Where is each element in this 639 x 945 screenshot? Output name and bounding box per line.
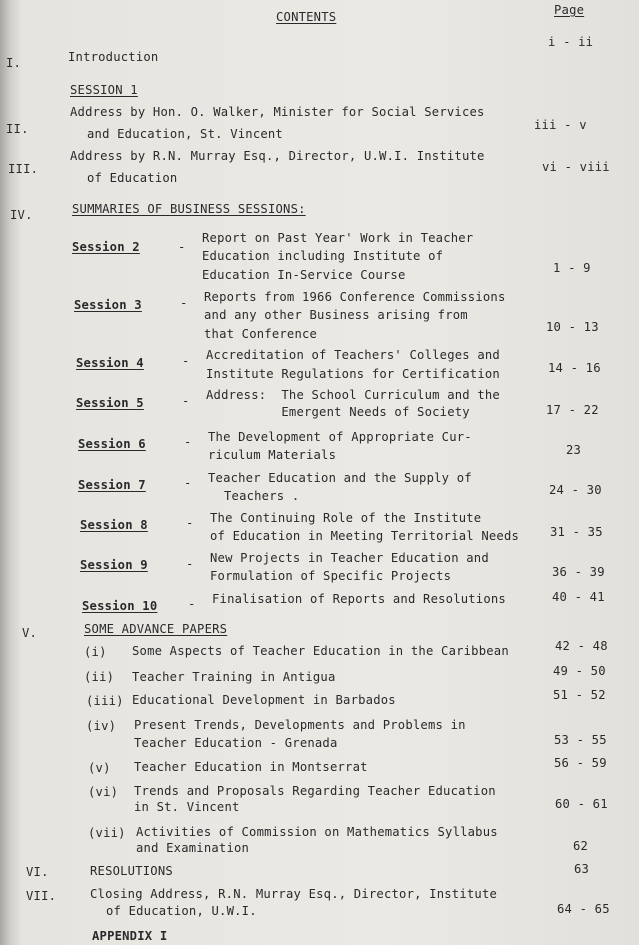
section-number: III. (8, 162, 39, 176)
paper-line: Some Aspects of Teacher Education in the Caribbean (132, 644, 509, 658)
resolutions-pages: 63 (574, 862, 590, 876)
session-name: Session 3 (74, 298, 142, 312)
contents-title: CONTENTS (276, 10, 337, 24)
session-line: Address: The School Curriculum and the (206, 388, 500, 402)
session-line: Report on Past Year' Work in Teacher (202, 231, 474, 245)
dash: - (186, 516, 194, 530)
session-line: The Development of Appropriate Cur- (208, 430, 472, 444)
paper-pages: 42 - 48 (555, 639, 608, 653)
paper-pages: 51 - 52 (553, 688, 606, 702)
paper-line: Teacher Education - Grenada (134, 736, 338, 750)
session-name: Session 6 (78, 437, 146, 451)
murray-address-line2: of Education (87, 171, 178, 185)
murray-address-pages: vi - viii (542, 160, 610, 174)
session-line: and any other Business arising from (204, 308, 468, 322)
murray-address-line1: Address by R.N. Murray Esq., Director, U.W.I. Institute (70, 149, 485, 163)
session-pages: 31 - 35 (550, 525, 603, 539)
session-line: Institute Regulations for Certification (206, 367, 500, 381)
session1-heading: SESSION 1 (70, 83, 138, 97)
paper-line: Teacher Education in Montserrat (134, 760, 368, 774)
paper-line: Teacher Training in Antigua (132, 670, 336, 684)
session-line: New Projects in Teacher Education and (210, 551, 489, 565)
session-name: Session 8 (80, 518, 148, 532)
section-number: II. (6, 122, 29, 136)
session-line: Education In-Service Course (202, 268, 406, 282)
summaries-heading: SUMMARIES OF BUSINESS SESSIONS: (72, 202, 306, 216)
paper-pages: 53 - 55 (554, 733, 607, 747)
session-line: Finalisation of Reports and Resolutions (212, 592, 506, 606)
dash: - (182, 394, 190, 408)
walker-address-pages: iii - v (534, 118, 587, 132)
session-pages: 40 - 41 (552, 590, 605, 604)
paper-line: Present Trends, Developments and Problems in (134, 718, 466, 732)
section-number: VI. (26, 865, 49, 879)
session-pages: 36 - 39 (552, 565, 605, 579)
session-pages: 14 - 16 (548, 361, 601, 375)
session-line: Teachers . (224, 489, 300, 503)
paper-line: in St. Vincent (134, 800, 240, 814)
dash: - (186, 557, 194, 571)
walker-address-line2: and Education, St. Vincent (87, 127, 283, 141)
session-line: The Continuing Role of the Institute (210, 511, 482, 525)
walker-address-line1: Address by Hon. O. Walker, Minister for Social Services (70, 105, 485, 119)
dash: - (188, 597, 196, 611)
section-number: V. (22, 626, 38, 640)
paper-line: and Examination (136, 841, 250, 855)
paper-pages: 49 - 50 (553, 664, 606, 678)
session-name: Session 2 (72, 240, 140, 254)
intro-entry: Introduction (68, 50, 159, 64)
paper-line: Educational Development in Barbados (132, 693, 396, 707)
dash: - (180, 296, 188, 310)
session-pages: 24 - 30 (549, 483, 602, 497)
session-pages: 10 - 13 (546, 320, 599, 334)
session-line: Accreditation of Teachers' Colleges and (206, 348, 500, 362)
session-line: riculum Materials (208, 448, 337, 462)
paper-number: (vii) (88, 826, 126, 840)
session-line: that Conference (204, 327, 318, 341)
page-column-label: Page (554, 3, 585, 17)
paper-number: (vi) (88, 785, 119, 799)
paper-pages: 62 (573, 839, 589, 853)
paper-line: Trends and Proposals Regarding Teacher Education (134, 784, 496, 798)
session-name: Session 5 (76, 396, 144, 410)
paper-pages: 56 - 59 (554, 756, 607, 770)
closing-address-line2: of Education, U.W.I. (106, 904, 257, 918)
session-line: Reports from 1966 Conference Commissions (204, 290, 506, 304)
session-line: Formulation of Specific Projects (210, 569, 452, 583)
paper-line: Activities of Commission on Mathematics Syllabus (136, 825, 498, 839)
session-line: Teacher Education and the Supply of (208, 471, 472, 485)
session-line: of Education in Meeting Territorial Needs (210, 529, 520, 543)
dash: - (184, 476, 192, 490)
paper-pages: 60 - 61 (555, 797, 608, 811)
section-number: I. (6, 56, 22, 70)
closing-address-pages: 64 - 65 (557, 902, 610, 916)
session-name: Session 10 (82, 599, 158, 613)
advance-papers-heading: SOME ADVANCE PAPERS (84, 622, 228, 636)
session-name: Session 9 (80, 558, 148, 572)
paper-number: (iv) (86, 719, 117, 733)
session-line: Education including Institute of (202, 249, 444, 263)
appendix-heading: APPENDIX I (92, 929, 168, 943)
paper-number: (i) (84, 645, 107, 659)
section-number: IV. (10, 208, 33, 222)
resolutions-entry: RESOLUTIONS (90, 864, 173, 878)
session-pages: 17 - 22 (546, 403, 599, 417)
session-name: Session 7 (78, 478, 146, 492)
closing-address-line1: Closing Address, R.N. Murray Esq., Director, Institute (90, 887, 498, 901)
session-line: Emergent Needs of Society (206, 405, 470, 419)
paper-number: (ii) (84, 670, 115, 684)
intro-pages: i - ii (548, 35, 594, 49)
session-name: Session 4 (76, 356, 144, 370)
paper-number: (v) (88, 761, 111, 775)
section-number: VII. (26, 889, 57, 903)
session-pages: 1 - 9 (553, 261, 591, 275)
session-pages: 23 (566, 443, 582, 457)
dash: - (184, 435, 192, 449)
dash: - (178, 240, 186, 254)
paper-number: (iii) (86, 694, 124, 708)
dash: - (182, 354, 190, 368)
